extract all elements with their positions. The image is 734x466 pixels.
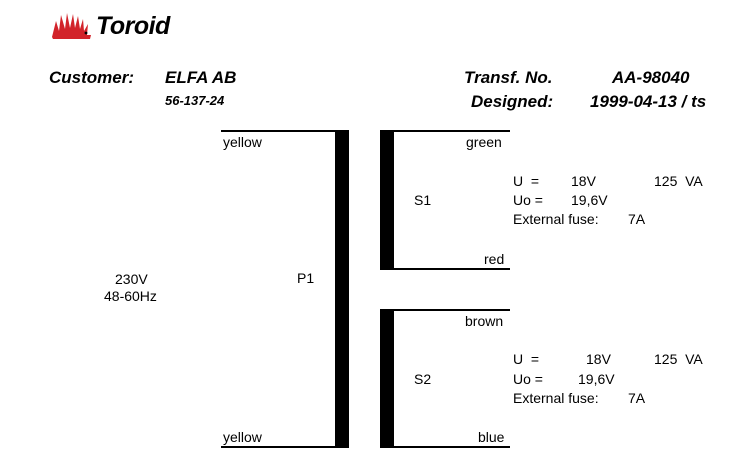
s1-u-value: 18V — [571, 173, 596, 189]
hedgehog-logo-icon — [50, 11, 92, 41]
s2-wire-bottom-line — [380, 446, 510, 448]
primary-winding-bar — [335, 130, 349, 448]
s2-uo-value: 19,6V — [578, 371, 615, 387]
s1-u-label: U = — [513, 173, 540, 189]
s1-wire-top-line — [380, 130, 510, 132]
primary-wire-top-line — [221, 130, 349, 132]
transf-number: AA-98040 — [612, 68, 690, 87]
s2-winding-bar — [380, 309, 394, 448]
customer-name: ELFA AB — [165, 68, 237, 87]
customer-label: Customer: — [49, 68, 135, 87]
designed-label: Designed: — [471, 92, 554, 111]
s1-wire-bottom-label: red — [484, 251, 505, 267]
designed-value: 1999-04-13 / ts — [590, 92, 707, 111]
primary-wire-top-label: yellow — [223, 134, 262, 150]
s1-fuse-value: 7A — [628, 211, 646, 227]
primary-wire-bottom-line — [221, 446, 349, 448]
primary-frequency: 48-60Hz — [104, 288, 157, 304]
s1-uo-value: 19,6V — [571, 192, 608, 208]
s2-u-label: U = — [513, 351, 540, 367]
s1-wire-bottom-line — [380, 268, 510, 270]
s2-uo-label: Uo = — [513, 371, 543, 387]
s1-wire-top-label: green — [466, 134, 502, 150]
s2-fuse-value: 7A — [628, 390, 646, 406]
s2-fuse-label: External fuse: — [513, 390, 599, 406]
s2-wire-top-line — [380, 309, 510, 311]
logo-wordmark: Toroid — [96, 12, 170, 40]
s2-power: 125 VA — [654, 351, 703, 367]
primary-name: P1 — [297, 270, 315, 286]
s1-power: 125 VA — [654, 173, 703, 189]
s2-name: S2 — [414, 371, 432, 387]
primary-voltage: 230V — [115, 271, 148, 287]
s1-winding-bar — [380, 130, 394, 270]
s2-wire-top-label: brown — [465, 313, 504, 329]
customer-code: 56-137-24 — [165, 93, 225, 108]
transf-label: Transf. No. — [464, 68, 553, 87]
s1-name: S1 — [414, 192, 432, 208]
s2-u-value: 18V — [586, 351, 611, 367]
s1-fuse-label: External fuse: — [513, 211, 599, 227]
s2-wire-bottom-label: blue — [478, 429, 505, 445]
s1-uo-label: Uo = — [513, 192, 543, 208]
primary-wire-bottom-label: yellow — [223, 429, 262, 445]
